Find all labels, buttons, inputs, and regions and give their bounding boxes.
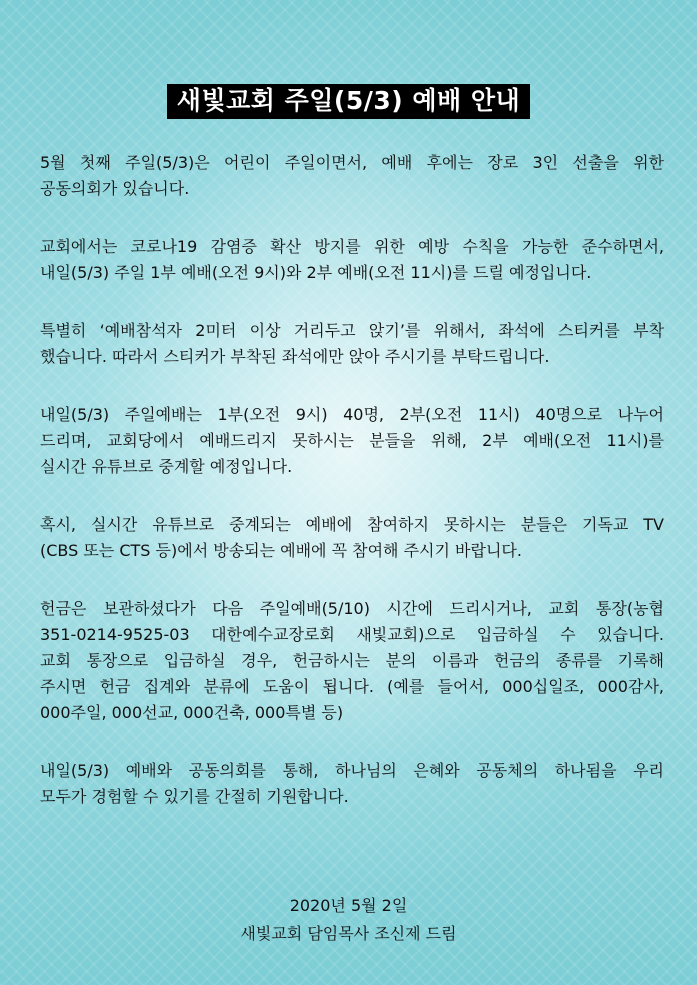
paragraph-line: 내일(5/3) 주일예배는 1부(오전 9시) 40명, 2부(오전 11시) 40명으로 나누어 xyxy=(40,405,664,424)
paragraph-line: 000주일, 000선교, 000건축, 000특별 등) xyxy=(40,703,344,722)
paragraph-line: (CBS 또는 CTS 등)에서 방송되는 예배에 꼭 참여해 주시기 바랍니다. xyxy=(40,541,522,560)
paragraph-children-day xyxy=(40,150,664,202)
paragraph-line: 내일(5/3) 예배와 공동의회를 통해, 하나님의 은혜와 공동체의 하나됨을 우리 xyxy=(40,761,664,780)
paragraph-line: 드리며, 교회당에서 예배드리지 못하시는 분들을 위해, 2부 예배(오전 11시)를 xyxy=(40,431,664,450)
paragraph-tv-broadcast xyxy=(40,512,664,564)
page-title: 새빛교회 주일(5/3) 예배 안내 xyxy=(167,84,530,119)
paragraph-line: 특별히 ‘예배참석자 2미터 이상 거리두고 앉기’를 위해서, 좌석에 스티커를 부착 xyxy=(40,321,664,340)
signature-block xyxy=(0,892,697,948)
paragraph-line: 교회 통장으로 입금하실 경우, 헌금하시는 분의 이름과 헌금의 종류를 기록해 xyxy=(40,651,664,670)
paragraph-line: 혹시, 실시간 유튜브로 중계되는 예배에 참여하지 못하시는 분들은 기독교 TV xyxy=(40,515,664,534)
paragraph-line: 351-0214-9525-03 대한예수교장로회 새빛교회)으로 입금하실 수 있습니다. xyxy=(40,625,664,644)
paragraph-attendance-stream xyxy=(40,402,664,480)
pastor-signature: 새빛교회 담임목사 조신제 드림 xyxy=(240,924,457,943)
paragraph-line: 5월 첫째 주일(5/3)은 어린이 주일이면서, 예배 후에는 장로 3인 선출을 위한 xyxy=(40,153,664,172)
title-bar xyxy=(0,84,697,119)
paragraph-distancing xyxy=(40,318,664,370)
paragraph-line: 헌금은 보관하셨다가 다음 주일예배(5/10) 시간에 드리시거나, 교회 통장(농협 xyxy=(40,599,664,618)
paragraph-line: 실시간 유튜브로 중계할 예정입니다. xyxy=(40,457,293,476)
paragraph-line: 했습니다. 따라서 스티커가 부착된 좌석에만 앉아 주시기를 부탁드립니다. xyxy=(40,347,550,366)
paragraph-line: 내일(5/3) 주일 1부 예배(오전 9시)와 2부 예배(오전 11시)를 드릴 예정입니다. xyxy=(40,263,592,282)
notice-body xyxy=(40,150,664,842)
paragraph-closing-prayer xyxy=(40,758,664,810)
notice-date: 2020년 5월 2일 xyxy=(289,896,408,915)
paragraph-line: 공동의회가 있습니다. xyxy=(40,179,190,198)
paragraph-line: 주시면 헌금 집계와 분류에 도움이 됩니다. (예를 들어서, 000십일조, 000감사, xyxy=(40,677,664,696)
paragraph-worship-schedule xyxy=(40,234,664,286)
paragraph-line: 모두가 경험할 수 있기를 간절히 기원합니다. xyxy=(40,787,349,806)
paragraph-line: 교회에서는 코로나19 감염증 확산 방지를 위한 예방 수칙을 가능한 준수하면서, xyxy=(40,237,664,256)
paragraph-offering xyxy=(40,596,664,726)
